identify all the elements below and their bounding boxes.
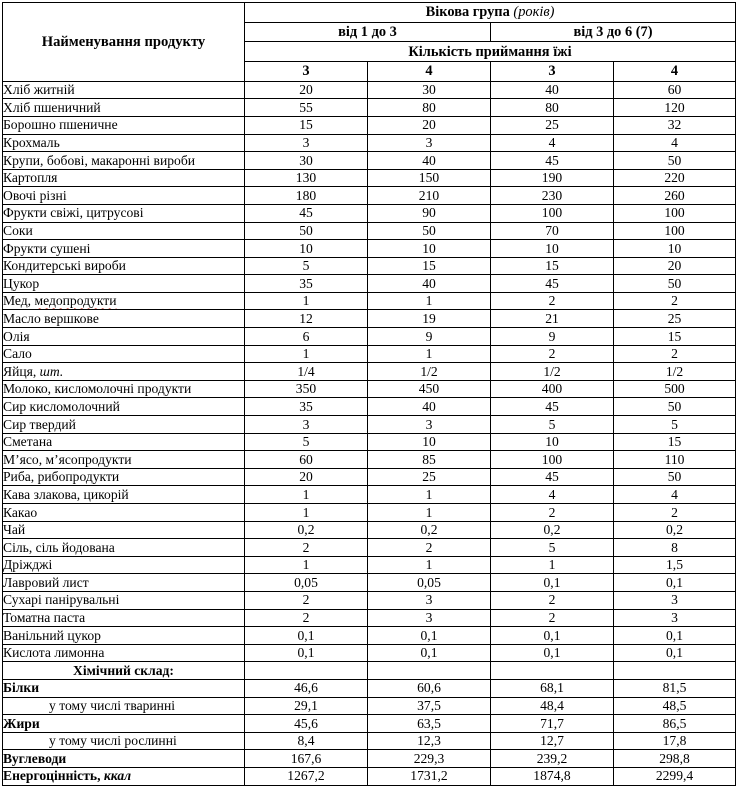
value-cell: 45 xyxy=(491,398,614,416)
value-cell: 9 xyxy=(491,328,614,346)
product-name-cell xyxy=(3,345,245,363)
value-cell: 5 xyxy=(491,416,614,434)
value-cell: 30 xyxy=(245,152,368,170)
product-name-cell xyxy=(3,240,245,258)
product-name: Чай xyxy=(3,522,26,538)
value-cell: 3 xyxy=(614,591,736,609)
value-cell: 4 xyxy=(491,134,614,152)
value-cell: 32 xyxy=(614,116,736,134)
value-cell: 10 xyxy=(245,240,368,258)
value-cell: 45 xyxy=(491,468,614,486)
value-cell: 5 xyxy=(614,416,736,434)
product-name: Крохмаль xyxy=(3,135,60,151)
value-cell: 1 xyxy=(368,292,491,310)
product-name-cell xyxy=(3,169,245,187)
value-cell: 1/2 xyxy=(368,363,491,381)
product-name-cell xyxy=(3,99,245,117)
product-name-cell xyxy=(3,363,245,381)
table-row xyxy=(3,767,736,785)
product-name-cell xyxy=(3,451,245,469)
value-cell: 2 xyxy=(245,609,368,627)
value-cell: 1 xyxy=(245,345,368,363)
value-cell: 1 xyxy=(245,556,368,574)
product-name-cell xyxy=(3,257,245,275)
value-cell: 100 xyxy=(614,204,736,222)
product-name: Цукор xyxy=(3,275,40,291)
value-cell: 3 xyxy=(614,609,736,627)
table-row xyxy=(3,328,736,346)
value-cell: 60,6 xyxy=(368,679,491,697)
value-cell: 80 xyxy=(368,99,491,117)
value-cell: 220 xyxy=(614,169,736,187)
product-name-cell xyxy=(3,715,245,733)
value-cell: 25 xyxy=(368,468,491,486)
value-cell: 50 xyxy=(614,398,736,416)
table-body xyxy=(3,81,736,785)
product-name-cell xyxy=(3,627,245,645)
table-row xyxy=(3,468,736,486)
column-header-age-group xyxy=(245,3,736,23)
product-name-unit: шт. xyxy=(39,363,64,379)
product-name-cell xyxy=(3,310,245,328)
product-name-cell xyxy=(3,81,245,99)
value-cell: 20 xyxy=(368,116,491,134)
value-cell: 0,1 xyxy=(614,644,736,662)
product-name-cell xyxy=(3,416,245,434)
product-name: Жири xyxy=(3,715,40,731)
column-header-age-1-3: від 1 до 3 xyxy=(245,22,491,42)
value-cell: 15 xyxy=(491,257,614,275)
product-name: Ванільний цукор xyxy=(3,627,101,643)
value-cell: 2 xyxy=(614,292,736,310)
product-header-label: Найменування продукту xyxy=(41,33,206,50)
value-cell: 9 xyxy=(368,328,491,346)
value-cell xyxy=(614,662,736,680)
table-row xyxy=(3,398,736,416)
value-cell: 2 xyxy=(245,539,368,557)
product-name: Кава злакова, цикорій xyxy=(3,486,129,502)
value-cell: 2 xyxy=(614,345,736,363)
table-row xyxy=(3,152,736,170)
table-row xyxy=(3,222,736,240)
value-cell: 19 xyxy=(368,310,491,328)
value-cell: 70 xyxy=(491,222,614,240)
table-row xyxy=(3,451,736,469)
value-cell: 71,7 xyxy=(491,715,614,733)
product-name: Білки xyxy=(3,680,40,696)
product-name-cell xyxy=(3,609,245,627)
value-cell: 35 xyxy=(245,275,368,293)
value-cell: 0,1 xyxy=(614,574,736,592)
value-cell: 0,2 xyxy=(614,521,736,539)
value-cell: 15 xyxy=(245,116,368,134)
value-cell: 210 xyxy=(368,187,491,205)
value-cell: 50 xyxy=(614,468,736,486)
product-name: Сало xyxy=(3,346,32,362)
product-name: Борошно пшеничне xyxy=(3,117,118,133)
product-name-cell xyxy=(3,574,245,592)
value-cell: 298,8 xyxy=(614,750,736,768)
value-cell: 48,4 xyxy=(491,697,614,715)
product-name-cell xyxy=(3,433,245,451)
value-cell: 5 xyxy=(245,257,368,275)
value-cell: 400 xyxy=(491,380,614,398)
table-row xyxy=(3,697,736,715)
value-cell: 10 xyxy=(368,433,491,451)
value-cell: 2 xyxy=(614,504,736,522)
value-cell: 21 xyxy=(491,310,614,328)
column-header-meals-3a: 3 xyxy=(245,62,368,82)
product-name-unit: ккал xyxy=(103,768,132,784)
table-row xyxy=(3,257,736,275)
value-cell: 2 xyxy=(491,345,614,363)
table-row xyxy=(3,363,736,381)
table-row xyxy=(3,292,736,310)
value-cell: 12,3 xyxy=(368,732,491,750)
value-cell: 2 xyxy=(245,591,368,609)
value-cell: 81,5 xyxy=(614,679,736,697)
value-cell: 5 xyxy=(245,433,368,451)
table-row xyxy=(3,574,736,592)
product-name-cell xyxy=(3,679,245,697)
age-group-unit-note: (років) xyxy=(513,4,555,21)
product-name-cell xyxy=(3,591,245,609)
product-name: Кислота лимонна xyxy=(3,645,105,661)
product-name-cell xyxy=(3,398,245,416)
value-cell: 15 xyxy=(614,328,736,346)
value-cell: 45 xyxy=(491,275,614,293)
value-cell: 8,4 xyxy=(245,732,368,750)
table-header xyxy=(3,3,736,82)
product-name-cell xyxy=(3,292,245,310)
value-cell: 0,2 xyxy=(245,521,368,539)
product-name-cell xyxy=(3,275,245,293)
value-cell: 12,7 xyxy=(491,732,614,750)
table-row xyxy=(3,521,736,539)
table-row xyxy=(3,662,736,680)
product-name-cell xyxy=(3,134,245,152)
product-name-cell xyxy=(3,732,245,750)
value-cell: 35 xyxy=(245,398,368,416)
header-row-age-group xyxy=(3,3,736,23)
table-row xyxy=(3,644,736,662)
product-name-cell xyxy=(3,644,245,662)
value-cell: 0,1 xyxy=(491,574,614,592)
value-cell: 29,1 xyxy=(245,697,368,715)
value-cell: 1 xyxy=(491,556,614,574)
product-name-cell xyxy=(3,504,245,522)
value-cell: 150 xyxy=(368,169,491,187)
table-row xyxy=(3,380,736,398)
value-cell: 55 xyxy=(245,99,368,117)
table-row xyxy=(3,416,736,434)
column-header-product-name xyxy=(3,3,245,82)
value-cell: 350 xyxy=(245,380,368,398)
table-row xyxy=(3,433,736,451)
product-name-cell xyxy=(3,521,245,539)
table-row xyxy=(3,539,736,557)
value-cell: 20 xyxy=(245,468,368,486)
table-row xyxy=(3,609,736,627)
value-cell: 6 xyxy=(245,328,368,346)
table-row xyxy=(3,556,736,574)
value-cell: 1731,2 xyxy=(368,767,491,785)
product-name: Енергоцінність, xyxy=(3,768,104,784)
value-cell: 0,1 xyxy=(245,644,368,662)
value-cell: 50 xyxy=(614,152,736,170)
value-cell xyxy=(491,662,614,680)
value-cell: 0,05 xyxy=(245,574,368,592)
column-header-meals-4b: 4 xyxy=(614,62,736,82)
table-row xyxy=(3,732,736,750)
value-cell: 1 xyxy=(368,556,491,574)
spellcheck-underlined-word: медопродукти xyxy=(34,293,117,309)
value-cell: 3 xyxy=(368,416,491,434)
value-cell: 2299,4 xyxy=(614,767,736,785)
product-name: у тому числі рослинні xyxy=(49,733,177,749)
table-row xyxy=(3,310,736,328)
value-cell: 40 xyxy=(491,81,614,99)
value-cell: 1 xyxy=(245,292,368,310)
value-cell: 20 xyxy=(245,81,368,99)
value-cell: 120 xyxy=(614,99,736,117)
table-row xyxy=(3,627,736,645)
table-row xyxy=(3,504,736,522)
value-cell: 25 xyxy=(491,116,614,134)
value-cell: 17,8 xyxy=(614,732,736,750)
product-name: Фрукти свіжі, цитрусові xyxy=(3,205,144,221)
value-cell: 50 xyxy=(614,275,736,293)
product-name: Томатна паста xyxy=(3,610,86,626)
value-cell: 68,1 xyxy=(491,679,614,697)
value-cell: 45,6 xyxy=(245,715,368,733)
table-row xyxy=(3,275,736,293)
value-cell: 15 xyxy=(614,433,736,451)
product-name: Картопля xyxy=(3,170,58,186)
value-cell: 46,6 xyxy=(245,679,368,697)
table-row xyxy=(3,134,736,152)
value-cell: 0,05 xyxy=(368,574,491,592)
value-cell: 25 xyxy=(614,310,736,328)
value-cell xyxy=(245,662,368,680)
value-cell: 3 xyxy=(368,609,491,627)
product-name-cell xyxy=(3,662,245,680)
value-cell: 1/2 xyxy=(491,363,614,381)
product-name: Яйця, xyxy=(3,363,40,379)
product-name-cell xyxy=(3,556,245,574)
value-cell: 40 xyxy=(368,398,491,416)
value-cell: 60 xyxy=(245,451,368,469)
product-name-cell xyxy=(3,222,245,240)
product-name-cell xyxy=(3,187,245,205)
value-cell: 37,5 xyxy=(368,697,491,715)
table-row xyxy=(3,679,736,697)
column-header-meal-count: Кількість приймання їжі xyxy=(245,42,736,62)
product-name: Хліб житній xyxy=(3,82,75,98)
value-cell: 260 xyxy=(614,187,736,205)
value-cell: 45 xyxy=(491,152,614,170)
value-cell: 1 xyxy=(245,486,368,504)
product-name: Сир кисломолочний xyxy=(3,398,120,414)
product-name: Олія xyxy=(3,328,30,344)
product-name: Молоко, кисломолочні продукти xyxy=(3,381,192,397)
product-name-cell xyxy=(3,468,245,486)
table-row xyxy=(3,169,736,187)
value-cell: 12 xyxy=(245,310,368,328)
value-cell: 450 xyxy=(368,380,491,398)
product-name: Риба, рибопродукти xyxy=(3,469,120,485)
value-cell: 1 xyxy=(368,504,491,522)
value-cell: 10 xyxy=(614,240,736,258)
value-cell: 4 xyxy=(491,486,614,504)
value-cell: 2 xyxy=(491,292,614,310)
value-cell: 60 xyxy=(614,81,736,99)
value-cell: 1874,8 xyxy=(491,767,614,785)
product-name-cell xyxy=(3,767,245,785)
table-row xyxy=(3,99,736,117)
value-cell: 2 xyxy=(368,539,491,557)
value-cell: 10 xyxy=(491,433,614,451)
value-cell: 8 xyxy=(614,539,736,557)
value-cell: 229,3 xyxy=(368,750,491,768)
value-cell: 90 xyxy=(368,204,491,222)
table-row xyxy=(3,591,736,609)
value-cell: 0,1 xyxy=(368,627,491,645)
value-cell: 110 xyxy=(614,451,736,469)
value-cell: 0,1 xyxy=(491,627,614,645)
product-name: Сіль, сіль йодована xyxy=(3,539,115,555)
value-cell: 1,5 xyxy=(614,556,736,574)
value-cell: 100 xyxy=(614,222,736,240)
product-name-cell xyxy=(3,152,245,170)
table-row xyxy=(3,81,736,99)
product-name-cell xyxy=(3,539,245,557)
value-cell: 3 xyxy=(245,416,368,434)
value-cell: 1 xyxy=(368,486,491,504)
value-cell: 239,2 xyxy=(491,750,614,768)
product-name: Овочі різні xyxy=(3,187,67,203)
product-name: Хімічний склад: xyxy=(73,662,174,678)
value-cell: 10 xyxy=(491,240,614,258)
value-cell: 180 xyxy=(245,187,368,205)
value-cell: 45 xyxy=(245,204,368,222)
column-header-age-3-6: від 3 до 6 (7) xyxy=(491,22,736,42)
column-header-meals-4a: 4 xyxy=(368,62,491,82)
product-name: Масло вершкове xyxy=(3,310,99,326)
value-cell xyxy=(368,662,491,680)
table-row xyxy=(3,486,736,504)
product-name: Соки xyxy=(3,223,33,238)
product-name: Мед, xyxy=(3,293,35,309)
table-row xyxy=(3,240,736,258)
value-cell: 2 xyxy=(491,609,614,627)
value-cell: 100 xyxy=(491,204,614,222)
table-row xyxy=(3,750,736,768)
value-cell: 190 xyxy=(491,169,614,187)
value-cell: 63,5 xyxy=(368,715,491,733)
value-cell: 3 xyxy=(368,134,491,152)
value-cell: 85 xyxy=(368,451,491,469)
product-name: М’ясо, м’ясопродукти xyxy=(3,451,132,467)
value-cell: 10 xyxy=(368,240,491,258)
value-cell: 2 xyxy=(491,504,614,522)
value-cell: 0,1 xyxy=(491,644,614,662)
product-name: Сухарі панірувальні xyxy=(3,592,120,608)
product-name-cell xyxy=(3,380,245,398)
value-cell: 4 xyxy=(614,486,736,504)
value-cell: 0,1 xyxy=(245,627,368,645)
value-cell: 0,2 xyxy=(368,521,491,539)
value-cell: 1267,2 xyxy=(245,767,368,785)
value-cell: 100 xyxy=(491,451,614,469)
table-row xyxy=(3,715,736,733)
value-cell: 0,1 xyxy=(614,627,736,645)
product-name: у тому числі тваринні xyxy=(49,698,176,714)
product-name: Крупи, бобові, макаронні вироби xyxy=(3,152,196,168)
table-row xyxy=(3,204,736,222)
table-row xyxy=(3,187,736,205)
food-norms-table xyxy=(2,2,736,786)
value-cell: 130 xyxy=(245,169,368,187)
product-name: Какао xyxy=(3,504,38,520)
value-cell: 40 xyxy=(368,275,491,293)
value-cell: 30 xyxy=(368,81,491,99)
age-group-label: Вікова група xyxy=(425,4,510,21)
table-row xyxy=(3,116,736,134)
column-header-meals-3b: 3 xyxy=(491,62,614,82)
value-cell: 0,2 xyxy=(491,521,614,539)
product-name: Фрукти сушені xyxy=(3,240,91,256)
value-cell: 3 xyxy=(245,134,368,152)
product-name-cell xyxy=(3,750,245,768)
value-cell: 167,6 xyxy=(245,750,368,768)
value-cell: 230 xyxy=(491,187,614,205)
product-name: Хліб пшеничний xyxy=(3,99,101,115)
value-cell: 500 xyxy=(614,380,736,398)
product-name: Лавровий лист xyxy=(3,574,89,590)
value-cell: 15 xyxy=(368,257,491,275)
value-cell: 50 xyxy=(245,222,368,240)
product-name-cell xyxy=(3,116,245,134)
table-row xyxy=(3,345,736,363)
product-name-cell xyxy=(3,697,245,715)
value-cell: 48,5 xyxy=(614,697,736,715)
value-cell: 3 xyxy=(368,591,491,609)
value-cell: 1 xyxy=(368,345,491,363)
product-name: Кондитерські вироби xyxy=(3,258,126,274)
value-cell: 1/4 xyxy=(245,363,368,381)
product-name: Сир твердий xyxy=(3,416,76,432)
product-name: Сметана xyxy=(3,434,53,450)
value-cell: 20 xyxy=(614,257,736,275)
product-name: Дріжджі xyxy=(3,557,53,573)
value-cell: 50 xyxy=(368,222,491,240)
value-cell: 40 xyxy=(368,152,491,170)
value-cell: 2 xyxy=(491,591,614,609)
value-cell: 86,5 xyxy=(614,715,736,733)
value-cell: 1/2 xyxy=(614,363,736,381)
value-cell: 1 xyxy=(245,504,368,522)
product-name: Вуглеводи xyxy=(3,750,67,766)
product-name-cell xyxy=(3,328,245,346)
product-name-cell xyxy=(3,486,245,504)
value-cell: 80 xyxy=(491,99,614,117)
value-cell: 0,1 xyxy=(368,644,491,662)
value-cell: 5 xyxy=(491,539,614,557)
value-cell: 4 xyxy=(614,134,736,152)
product-name-cell xyxy=(3,204,245,222)
